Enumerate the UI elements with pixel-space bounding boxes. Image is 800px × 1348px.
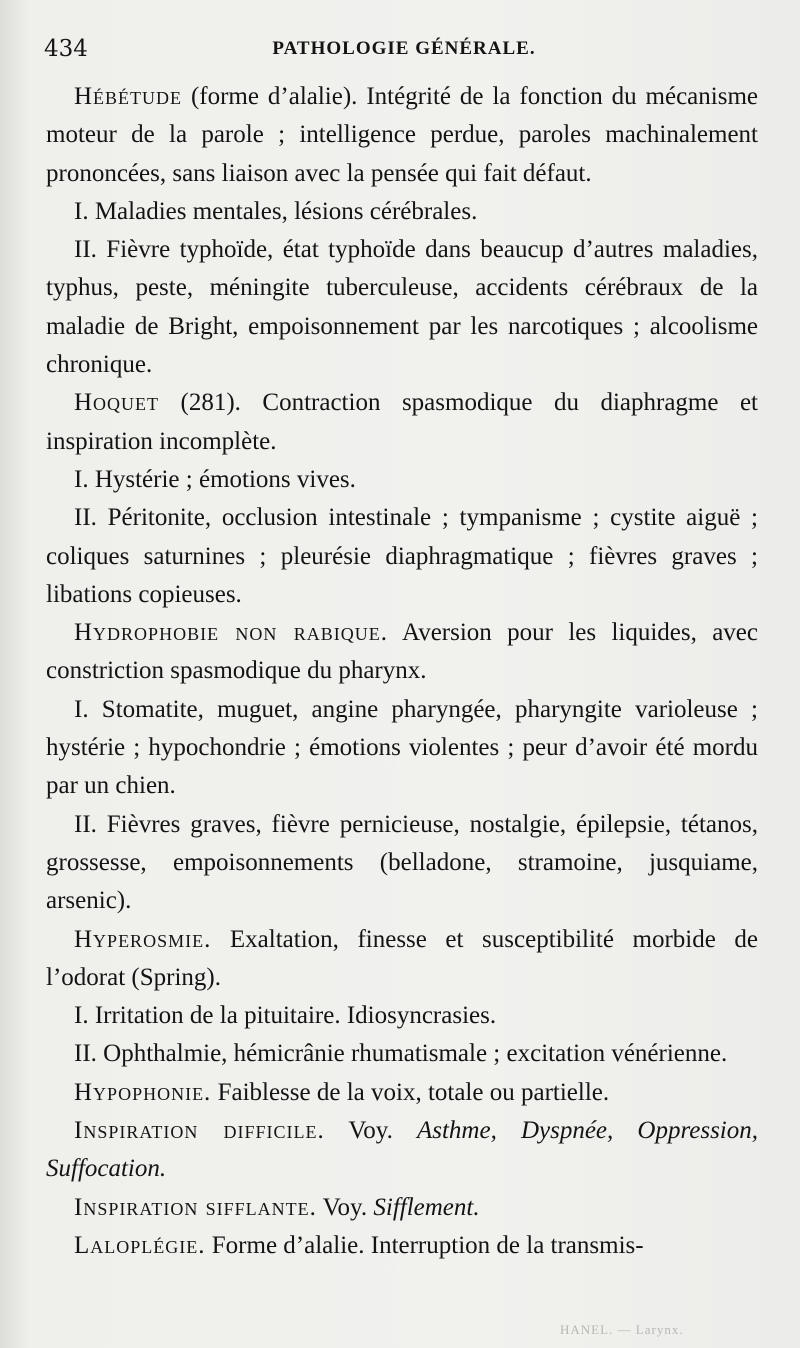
- entry-laloplegie: [46, 1227, 758, 1265]
- cause-number: II.: [74, 504, 97, 532]
- text-body: [46, 78, 758, 1265]
- entry-definition: (forme d’alalie). Intégrité de la fonction du mécanisme moteur de la parole ; intelligence perdue, paroles machinalement prononcées, sans liaison avec la pensée qui fait défaut.: [46, 83, 758, 187]
- entry-hyperosmie: [46, 921, 758, 998]
- see-also: Voy.: [316, 1193, 374, 1221]
- entry-hydrophobie: [46, 614, 758, 691]
- entry-term: Hypophonie.: [74, 1078, 212, 1106]
- cause-text: Péritonite, occlusion intestinale ; tympanisme ; cystite aiguë ; coliques saturnines ; pleurésie diaphragmatique ; fièvres graves ; libations copieuses.: [46, 504, 758, 608]
- page-number: 434: [44, 36, 88, 62]
- cause-text: Fièvre typhoïde, état typhoïde dans beaucup d’autres maladies, typhus, peste, méningite tuberculeuse, accidents cérébraux de la maladie de Bright, empoisonnement par les narcotiques ; alcoolisme chronique.: [46, 236, 758, 379]
- entry-hypophonie: [46, 1074, 758, 1112]
- entry-cause: [46, 806, 758, 921]
- entry-cause: [46, 231, 758, 384]
- cause-number: II.: [74, 236, 97, 264]
- cause-number: II.: [74, 810, 97, 838]
- cause-text: Maladies mentales, lésions cérébrales.: [88, 197, 478, 225]
- entry-term: Hyperosmie.: [74, 925, 212, 953]
- entry-definition: Exaltation, finesse et susceptibilité morbide de l’odorat (Spring).: [46, 925, 758, 991]
- cause-text: Fièvres graves, fièvre pernicieuse, nostalgie, épilepsie, tétanos, grossesse, empoisonnements (belladone, stramoine, jusquiame, arsenic).: [46, 810, 758, 915]
- page-title: PATHOLOGIE GÉNÉRALE.: [272, 38, 536, 59]
- cause-number: I.: [74, 197, 89, 225]
- entry-hoquet: [46, 384, 758, 461]
- see-also-refs: Sifflement.: [373, 1193, 480, 1221]
- see-also: Voy.: [324, 1117, 417, 1145]
- entry-cause: [46, 461, 758, 499]
- entry-definition: (281). Contraction spasmodique du diaphragme et inspiration incomplète.: [46, 389, 758, 455]
- entry-cause: [46, 193, 758, 231]
- entry-term: Laloplégie.: [74, 1231, 206, 1259]
- entry-definition: Forme d’alalie. Interruption de la transmis-: [205, 1231, 644, 1259]
- entry-definition: Faiblesse de la voix, totale ou partielle.: [211, 1078, 610, 1106]
- entry-term: Inspiration difficile.: [74, 1117, 325, 1145]
- see-also-refs: Asthme, Dyspnée, Oppression, Suffocation.: [46, 1117, 759, 1183]
- cause-text: Hystérie ; émotions vives.: [88, 465, 356, 493]
- entry-inspiration-sifflante: [46, 1189, 758, 1227]
- cause-text: Irritation de la pituitaire. Idiosyncrasies.: [88, 1002, 497, 1030]
- cause-number: I.: [74, 695, 89, 723]
- entry-hebetude: [46, 78, 758, 193]
- entry-term: Hoquet: [74, 389, 160, 417]
- entry-cause: [46, 691, 758, 806]
- cause-text: Ophthalmie, hémicrânie rhumatismale ; excitation vénérienne.: [96, 1040, 728, 1068]
- footer-signature: HANEL. — Larynx.: [560, 1322, 684, 1337]
- entry-cause: [46, 997, 758, 1035]
- entry-cause: [46, 1035, 758, 1073]
- entry-cause: [46, 499, 758, 614]
- entry-inspiration-difficile: [46, 1112, 758, 1189]
- cause-text: Stomatite, muguet, angine pharyngée, pharyngite varioleuse ; hystérie ; hypochondrie ; émotions violentes ; peur d’avoir été mordu par un chien.: [46, 695, 758, 800]
- entry-term: Hébétude: [74, 83, 183, 110]
- cause-number: II.: [74, 1040, 97, 1068]
- entry-definition: Aversion pour les liquides, avec constriction spasmodique du pharynx.: [46, 619, 758, 685]
- entry-term: Hydrophobie non rabique.: [74, 619, 389, 647]
- cause-number: I.: [74, 1002, 89, 1030]
- running-head: [44, 32, 764, 62]
- cause-number: I.: [74, 465, 89, 493]
- entry-term: Inspiration sifflante.: [74, 1193, 317, 1221]
